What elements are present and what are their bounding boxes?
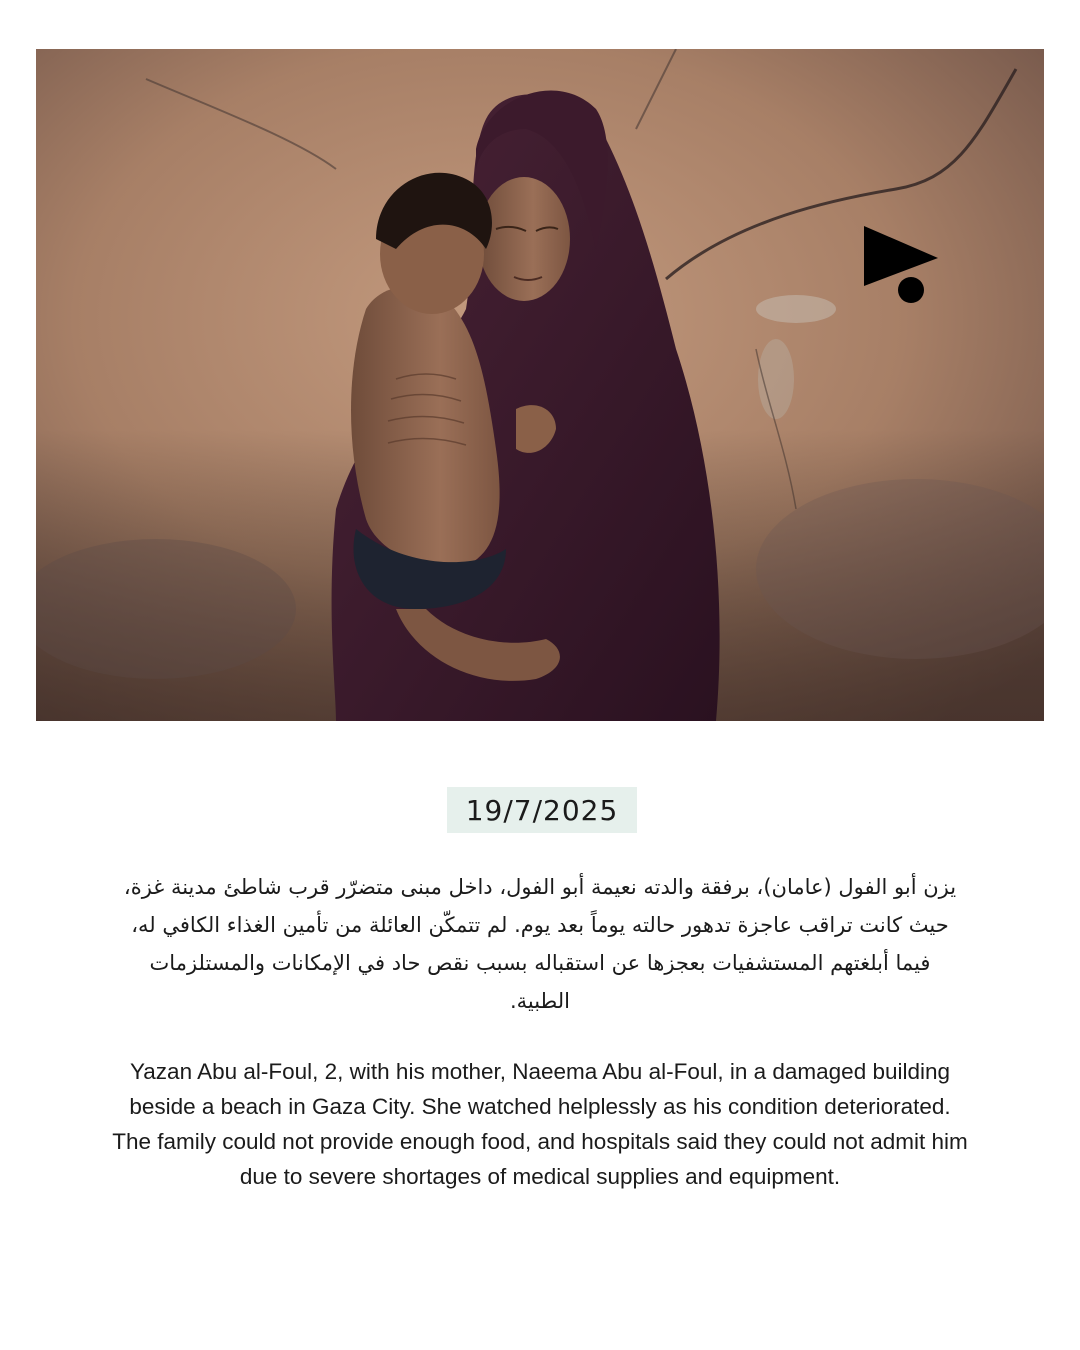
english-caption: Yazan Abu al-Foul, 2, with his mother, Naeema Abu al-Foul, in a damaged building beside a beach in Gaza City. She watched helplessly as his condition deteriorated. The family could not provide enough food, and hospitals said they could not admit him due to severe shortages of medical supplies and equipment.: [112, 1059, 968, 1189]
arabic-caption: يزن أبو الفول (عامان)، برفقة والدته نعيمة أبو الفول، داخل مبنى متضرّر قرب شاطئ مدينة غزة، حيث كانت تراقب عاجزة تدهور حالته يوماً بعد يوم. لم تتمكّن العائلة من تأمين الغذاء الكافي له، فيما أبلغتهم المستشفيات بعجزها عن استقباله بسبب نقص حاد في الإمكانات والمستلزمات الطبية.: [123, 875, 957, 1013]
play-triangle-dot-logo-icon: [864, 226, 938, 304]
photo-illustration: [36, 49, 1044, 721]
mother-holding-child-photo: [36, 49, 1044, 721]
date-badge: 19/7/2025: [447, 787, 637, 833]
